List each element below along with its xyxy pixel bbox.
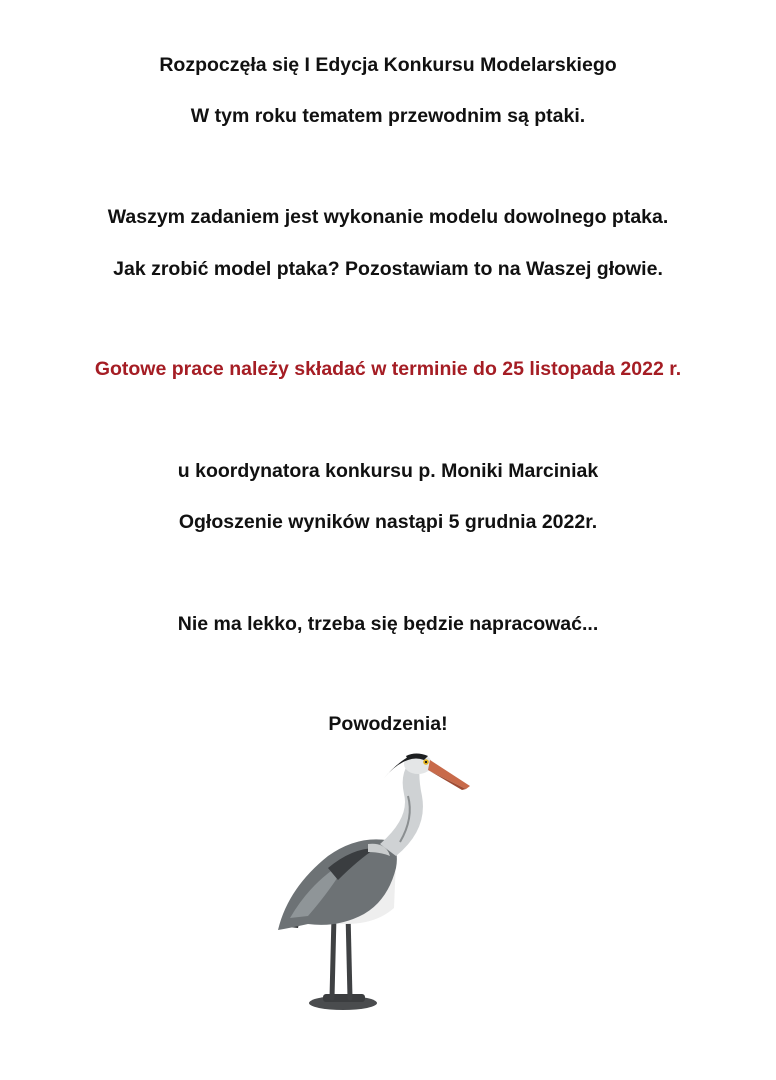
heron-model-image: [268, 748, 478, 1018]
coordinator-line: u koordynatora konkursu p. Moniki Marciniak: [177, 460, 599, 482]
closing-line: Powodzenia!: [328, 713, 448, 735]
question-line: Jak zrobić model ptaka? Pozostawiam to na Waszej głowie.: [113, 258, 663, 280]
task-line: Waszym zadaniem jest wykonanie modelu dowolnego ptaka.: [107, 206, 669, 228]
results-line: Ogłoszenie wyników nastąpi 5 grudnia 2022r.: [178, 511, 598, 533]
title-line: Rozpoczęła się I Edycja Konkursu Modelarskiego: [159, 54, 617, 76]
deadline-line: Gotowe prace należy składać w terminie do 25 listopada 2022 r.: [94, 358, 682, 380]
motto-line: Nie ma lekko, trzeba się będzie napracować...: [177, 613, 599, 635]
theme-line: W tym roku tematem przewodnim są ptaki.: [190, 105, 586, 127]
